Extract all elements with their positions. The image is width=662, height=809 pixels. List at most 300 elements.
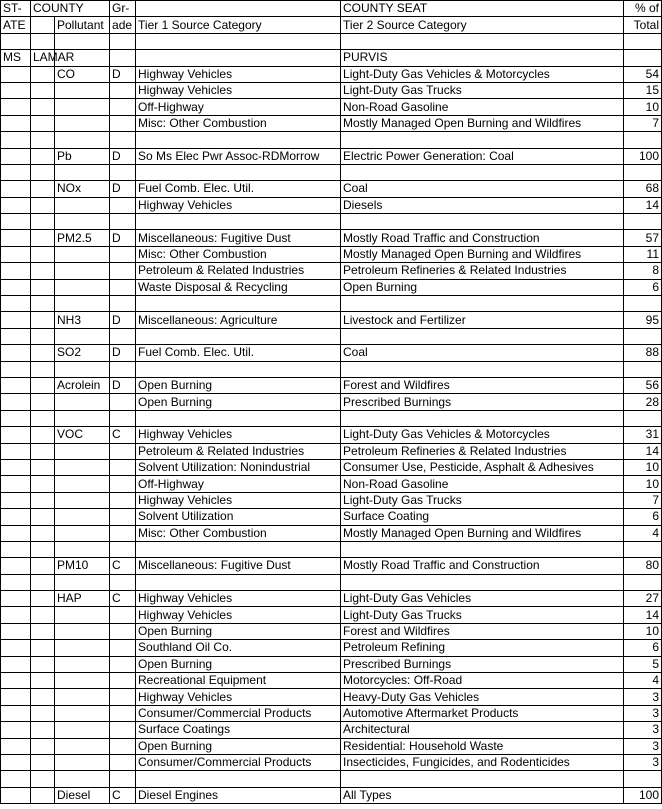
county-cell [31,115,55,131]
county-cell [31,345,55,361]
state-cell [1,640,31,656]
grade-cell [110,476,136,492]
table-row [1,591,662,607]
tier1-cell: Misc: Other Combustion [136,246,341,262]
percent-cell: 10 [624,623,662,639]
header-row-2 [1,17,662,33]
pollutant-cell [55,214,110,230]
percent-cell: 5 [624,656,662,672]
percent-cell: 6 [624,640,662,656]
grade-cell [110,754,136,770]
tier1-cell [136,410,341,426]
state-cell [1,574,31,590]
tier1-cell: Diesel Engines [136,787,341,803]
grade-cell [110,82,136,98]
grade-cell [110,164,136,180]
tier2-cell: Non-Road Gasoline [341,476,624,492]
state-cell [1,525,31,541]
table-row [1,574,662,590]
pollutant-cell [55,492,110,508]
tier2-cell: PURVIS [341,50,624,66]
tier1-cell: Petroleum & Related Industries [136,443,341,459]
table-row [1,214,662,230]
tier2-cell: Consumer Use, Pesticide, Asphalt & Adhesives [341,459,624,475]
tier1-cell: Open Burning [136,394,341,410]
tier1-cell: Highway Vehicles [136,82,341,98]
county-cell [31,230,55,246]
county-cell [31,738,55,754]
percent-cell [624,771,662,787]
pollutant-cell [55,509,110,525]
pollutant-cell [55,689,110,705]
grade-cell [110,410,136,426]
county-cell [31,66,55,82]
tier2-cell: Forest and Wildfires [341,377,624,393]
tier2-cell: Petroleum Refining [341,640,624,656]
pollutant-cell [55,263,110,279]
state-cell [1,509,31,525]
percent-cell: 7 [624,115,662,131]
tier2-cell [341,33,624,49]
pollutant-cell [55,361,110,377]
county-cell [31,377,55,393]
tier1-cell: Highway Vehicles [136,607,341,623]
grade-cell [110,623,136,639]
tier2-cell: Electric Power Generation: Coal [341,148,624,164]
pollutant-cell [55,656,110,672]
table-row [1,115,662,131]
tier2-cell: Petroleum Refineries & Related Industries [341,263,624,279]
percent-cell: 100 [624,148,662,164]
grade-cell [110,705,136,721]
percent-cell: 10 [624,459,662,475]
grade-cell [110,492,136,508]
county-cell [31,410,55,426]
header-percent-top: % of [624,1,662,17]
state-cell: MS [1,50,31,66]
state-cell [1,164,31,180]
grade-cell [110,771,136,787]
grade-cell [110,99,136,115]
table-row [1,394,662,410]
tier2-cell: Forest and Wildfires [341,623,624,639]
county-cell [31,771,55,787]
tier2-cell: Motorcycles: Off-Road [341,673,624,689]
county-cell [31,443,55,459]
percent-cell: 10 [624,476,662,492]
state-cell [1,181,31,197]
pollutant-cell [55,673,110,689]
grade-cell [110,689,136,705]
tier1-cell: Surface Coatings [136,722,341,738]
tier2-cell: Mostly Managed Open Burning and Wildfires [341,115,624,131]
tier2-cell [341,328,624,344]
table-row [1,99,662,115]
tier1-cell: Miscellaneous: Fugitive Dust [136,558,341,574]
tier1-cell: Petroleum & Related Industries [136,263,341,279]
pollutant-cell: PM2.5 [55,230,110,246]
county-cell [31,279,55,295]
percent-cell: 27 [624,591,662,607]
tier1-cell [136,214,341,230]
table-row [1,361,662,377]
state-cell [1,99,31,115]
pollutant-cell [55,476,110,492]
table-row [1,476,662,492]
pollutant-cell [55,33,110,49]
table-row [1,623,662,639]
state-cell [1,623,31,639]
percent-cell: 8 [624,263,662,279]
header-state-bottom: ATE [1,17,31,33]
state-cell [1,345,31,361]
tier2-cell: Mostly Managed Open Burning and Wildfires [341,525,624,541]
percent-cell [624,164,662,180]
county-cell [31,787,55,803]
tier2-cell [341,361,624,377]
percent-cell: 14 [624,443,662,459]
percent-cell: 6 [624,279,662,295]
table-row [1,689,662,705]
pollutant-cell [55,541,110,557]
table-row [1,296,662,312]
percent-cell: 4 [624,673,662,689]
pollutant-cell: HAP [55,591,110,607]
county-cell [31,328,55,344]
tier1-cell: Recreational Equipment [136,673,341,689]
pollutant-cell [55,328,110,344]
tier2-cell: Light-Duty Gas Trucks [341,492,624,508]
state-cell [1,459,31,475]
county-cell [31,459,55,475]
table-row [1,656,662,672]
county-cell [31,623,55,639]
tier2-cell: Insecticides, Fungicides, and Rodenticides [341,754,624,770]
tier1-cell: Highway Vehicles [136,689,341,705]
pollutant-cell: Diesel [55,787,110,803]
pollutant-cell [55,443,110,459]
county-cell [31,164,55,180]
state-cell [1,754,31,770]
tier2-cell: Residential: Household Waste [341,738,624,754]
county-cell [31,214,55,230]
tier2-cell: Automotive Aftermarket Products [341,705,624,721]
table-row [1,509,662,525]
tier2-cell: Petroleum Refineries & Related Industries [341,443,624,459]
county-cell: LAMAR [31,50,55,66]
tier2-cell [341,574,624,590]
state-cell [1,476,31,492]
table-row [1,197,662,213]
county-cell [31,476,55,492]
grade-cell [110,33,136,49]
grade-cell [110,263,136,279]
state-cell [1,607,31,623]
header-county-blank [31,17,55,33]
tier1-cell: Solvent Utilization [136,509,341,525]
county-cell [31,492,55,508]
table-row [1,263,662,279]
state-cell [1,115,31,131]
grade-cell: D [110,148,136,164]
percent-cell: 57 [624,230,662,246]
tier1-cell [136,132,341,148]
grade-cell [110,673,136,689]
pollutant-cell [55,197,110,213]
tier2-cell [341,771,624,787]
tier2-cell: Architectural [341,722,624,738]
grade-cell: D [110,66,136,82]
table-row [1,607,662,623]
percent-cell: 3 [624,689,662,705]
tier2-cell: Prescribed Burnings [341,656,624,672]
state-cell [1,246,31,262]
table-row [1,279,662,295]
pollutant-cell [55,82,110,98]
state-cell [1,263,31,279]
table-row [1,230,662,246]
state-cell [1,492,31,508]
state-cell [1,197,31,213]
county-cell [31,99,55,115]
grade-cell [110,722,136,738]
header-county-seat: COUNTY SEAT [341,1,624,17]
header-tier2: Tier 2 Source Category [341,17,624,33]
header-state-top: ST- [1,1,31,17]
table-row [1,410,662,426]
pollutant-cell [55,623,110,639]
grade-cell: C [110,558,136,574]
table-row [1,558,662,574]
grade-cell [110,214,136,230]
header-blank [136,1,341,17]
tier1-cell: Open Burning [136,377,341,393]
tier1-cell: Southland Oil Co. [136,640,341,656]
state-cell [1,410,31,426]
tier1-cell: Off-Highway [136,99,341,115]
state-cell [1,230,31,246]
county-cell [31,181,55,197]
table-row [1,345,662,361]
county-cell [31,263,55,279]
table-row [1,738,662,754]
county-cell [31,312,55,328]
county-cell [31,148,55,164]
county-cell [31,509,55,525]
pollutant-cell [55,771,110,787]
grade-cell: C [110,591,136,607]
pollutant-cell [55,246,110,262]
state-cell [1,312,31,328]
grade-cell [110,296,136,312]
grade-cell [110,656,136,672]
pollutant-cell [55,525,110,541]
county-cell [31,574,55,590]
table-row [1,427,662,443]
table-row [1,492,662,508]
pollutant-cell [55,574,110,590]
state-cell [1,656,31,672]
percent-cell: 100 [624,787,662,803]
tier2-cell [341,214,624,230]
grade-cell [110,361,136,377]
county-cell [31,558,55,574]
grade-cell [110,394,136,410]
table-row [1,377,662,393]
tier1-cell [136,296,341,312]
state-cell [1,132,31,148]
grade-cell: D [110,377,136,393]
state-cell [1,443,31,459]
state-cell [1,33,31,49]
tier2-cell [341,541,624,557]
pollutant-cell: Acrolein [55,377,110,393]
pollutant-cell [55,738,110,754]
tier2-cell: Mostly Road Traffic and Construction [341,558,624,574]
table-row [1,705,662,721]
tier1-cell: Miscellaneous: Agriculture [136,312,341,328]
table-row [1,459,662,475]
county-cell [31,394,55,410]
state-cell [1,673,31,689]
percent-cell [624,132,662,148]
pollutant-cell [55,164,110,180]
pollutant-cell [55,115,110,131]
pollutant-cell [55,754,110,770]
percent-cell [624,296,662,312]
state-cell [1,296,31,312]
pollutant-cell [55,99,110,115]
header-row-1 [1,1,662,17]
tier1-cell: Highway Vehicles [136,591,341,607]
table-row [1,525,662,541]
percent-cell: 6 [624,509,662,525]
table-row [1,181,662,197]
header-pollutant: Pollutant [55,17,110,33]
tier2-cell [341,296,624,312]
tier1-cell: Highway Vehicles [136,492,341,508]
percent-cell: 3 [624,738,662,754]
tier2-cell: All Types [341,787,624,803]
percent-cell [624,33,662,49]
header-percent-bottom: Total [624,17,662,33]
state-cell [1,771,31,787]
percent-cell [624,328,662,344]
percent-cell: 80 [624,558,662,574]
tier2-cell [341,410,624,426]
table-row [1,787,662,803]
tier1-cell: Solvent Utilization: Nonindustrial [136,459,341,475]
tier1-cell: Highway Vehicles [136,197,341,213]
percent-cell: 95 [624,312,662,328]
tier1-cell: Highway Vehicles [136,427,341,443]
county-cell [31,33,55,49]
state-cell [1,361,31,377]
table-row [1,312,662,328]
pollutant-cell: Pb [55,148,110,164]
state-cell [1,427,31,443]
pollutant-cell [55,296,110,312]
table-row [1,722,662,738]
percent-cell [624,361,662,377]
county-cell [31,427,55,443]
table-row [1,132,662,148]
tier2-cell: Mostly Managed Open Burning and Wildfires [341,246,624,262]
pollutant-cell: SO2 [55,345,110,361]
table-row [1,673,662,689]
state-cell [1,328,31,344]
percent-cell: 56 [624,377,662,393]
state-cell [1,722,31,738]
pollutant-cell [55,132,110,148]
grade-cell: D [110,345,136,361]
percent-cell: 11 [624,246,662,262]
tier1-cell [136,541,341,557]
state-cell [1,705,31,721]
grade-cell: D [110,230,136,246]
tier1-cell [136,361,341,377]
table-row [1,328,662,344]
tier2-cell: Coal [341,181,624,197]
percent-cell [624,410,662,426]
grade-cell [110,50,136,66]
pollutant-cell [55,640,110,656]
tier2-cell: Diesels [341,197,624,213]
grade-cell [110,541,136,557]
state-cell [1,591,31,607]
county-cell [31,361,55,377]
county-cell [31,656,55,672]
tier2-cell: Open Burning [341,279,624,295]
table-row [1,82,662,98]
percent-cell: 28 [624,394,662,410]
tier1-cell: So Ms Elec Pwr Assoc-RDMorrow [136,148,341,164]
grade-cell [110,607,136,623]
pollutant-cell [55,722,110,738]
tier1-cell [136,50,341,66]
percent-cell: 14 [624,197,662,213]
tier1-cell: Misc: Other Combustion [136,115,341,131]
table-row [1,66,662,82]
table-row [1,640,662,656]
grade-cell [110,509,136,525]
table-row [1,33,662,49]
tier2-cell: Light-Duty Gas Trucks [341,607,624,623]
tier2-cell: Light-Duty Gas Vehicles & Motorcycles [341,427,624,443]
grade-cell [110,132,136,148]
tier1-cell: Fuel Comb. Elec. Util. [136,345,341,361]
table-row [1,754,662,770]
grade-cell [110,328,136,344]
state-cell [1,82,31,98]
percent-cell: 4 [624,525,662,541]
header-grade-bottom: ade [110,17,136,33]
pollutant-cell: VOC [55,427,110,443]
percent-cell [624,541,662,557]
tier1-cell: Highway Vehicles [136,66,341,82]
tier1-cell [136,771,341,787]
state-cell [1,377,31,393]
state-cell [1,279,31,295]
tier1-cell: Consumer/Commercial Products [136,754,341,770]
county-cell [31,541,55,557]
grade-cell [110,525,136,541]
tier2-cell: Light-Duty Gas Trucks [341,82,624,98]
tier2-cell: Heavy-Duty Gas Vehicles [341,689,624,705]
grade-cell [110,443,136,459]
table-row [1,443,662,459]
tier1-cell: Miscellaneous: Fugitive Dust [136,230,341,246]
